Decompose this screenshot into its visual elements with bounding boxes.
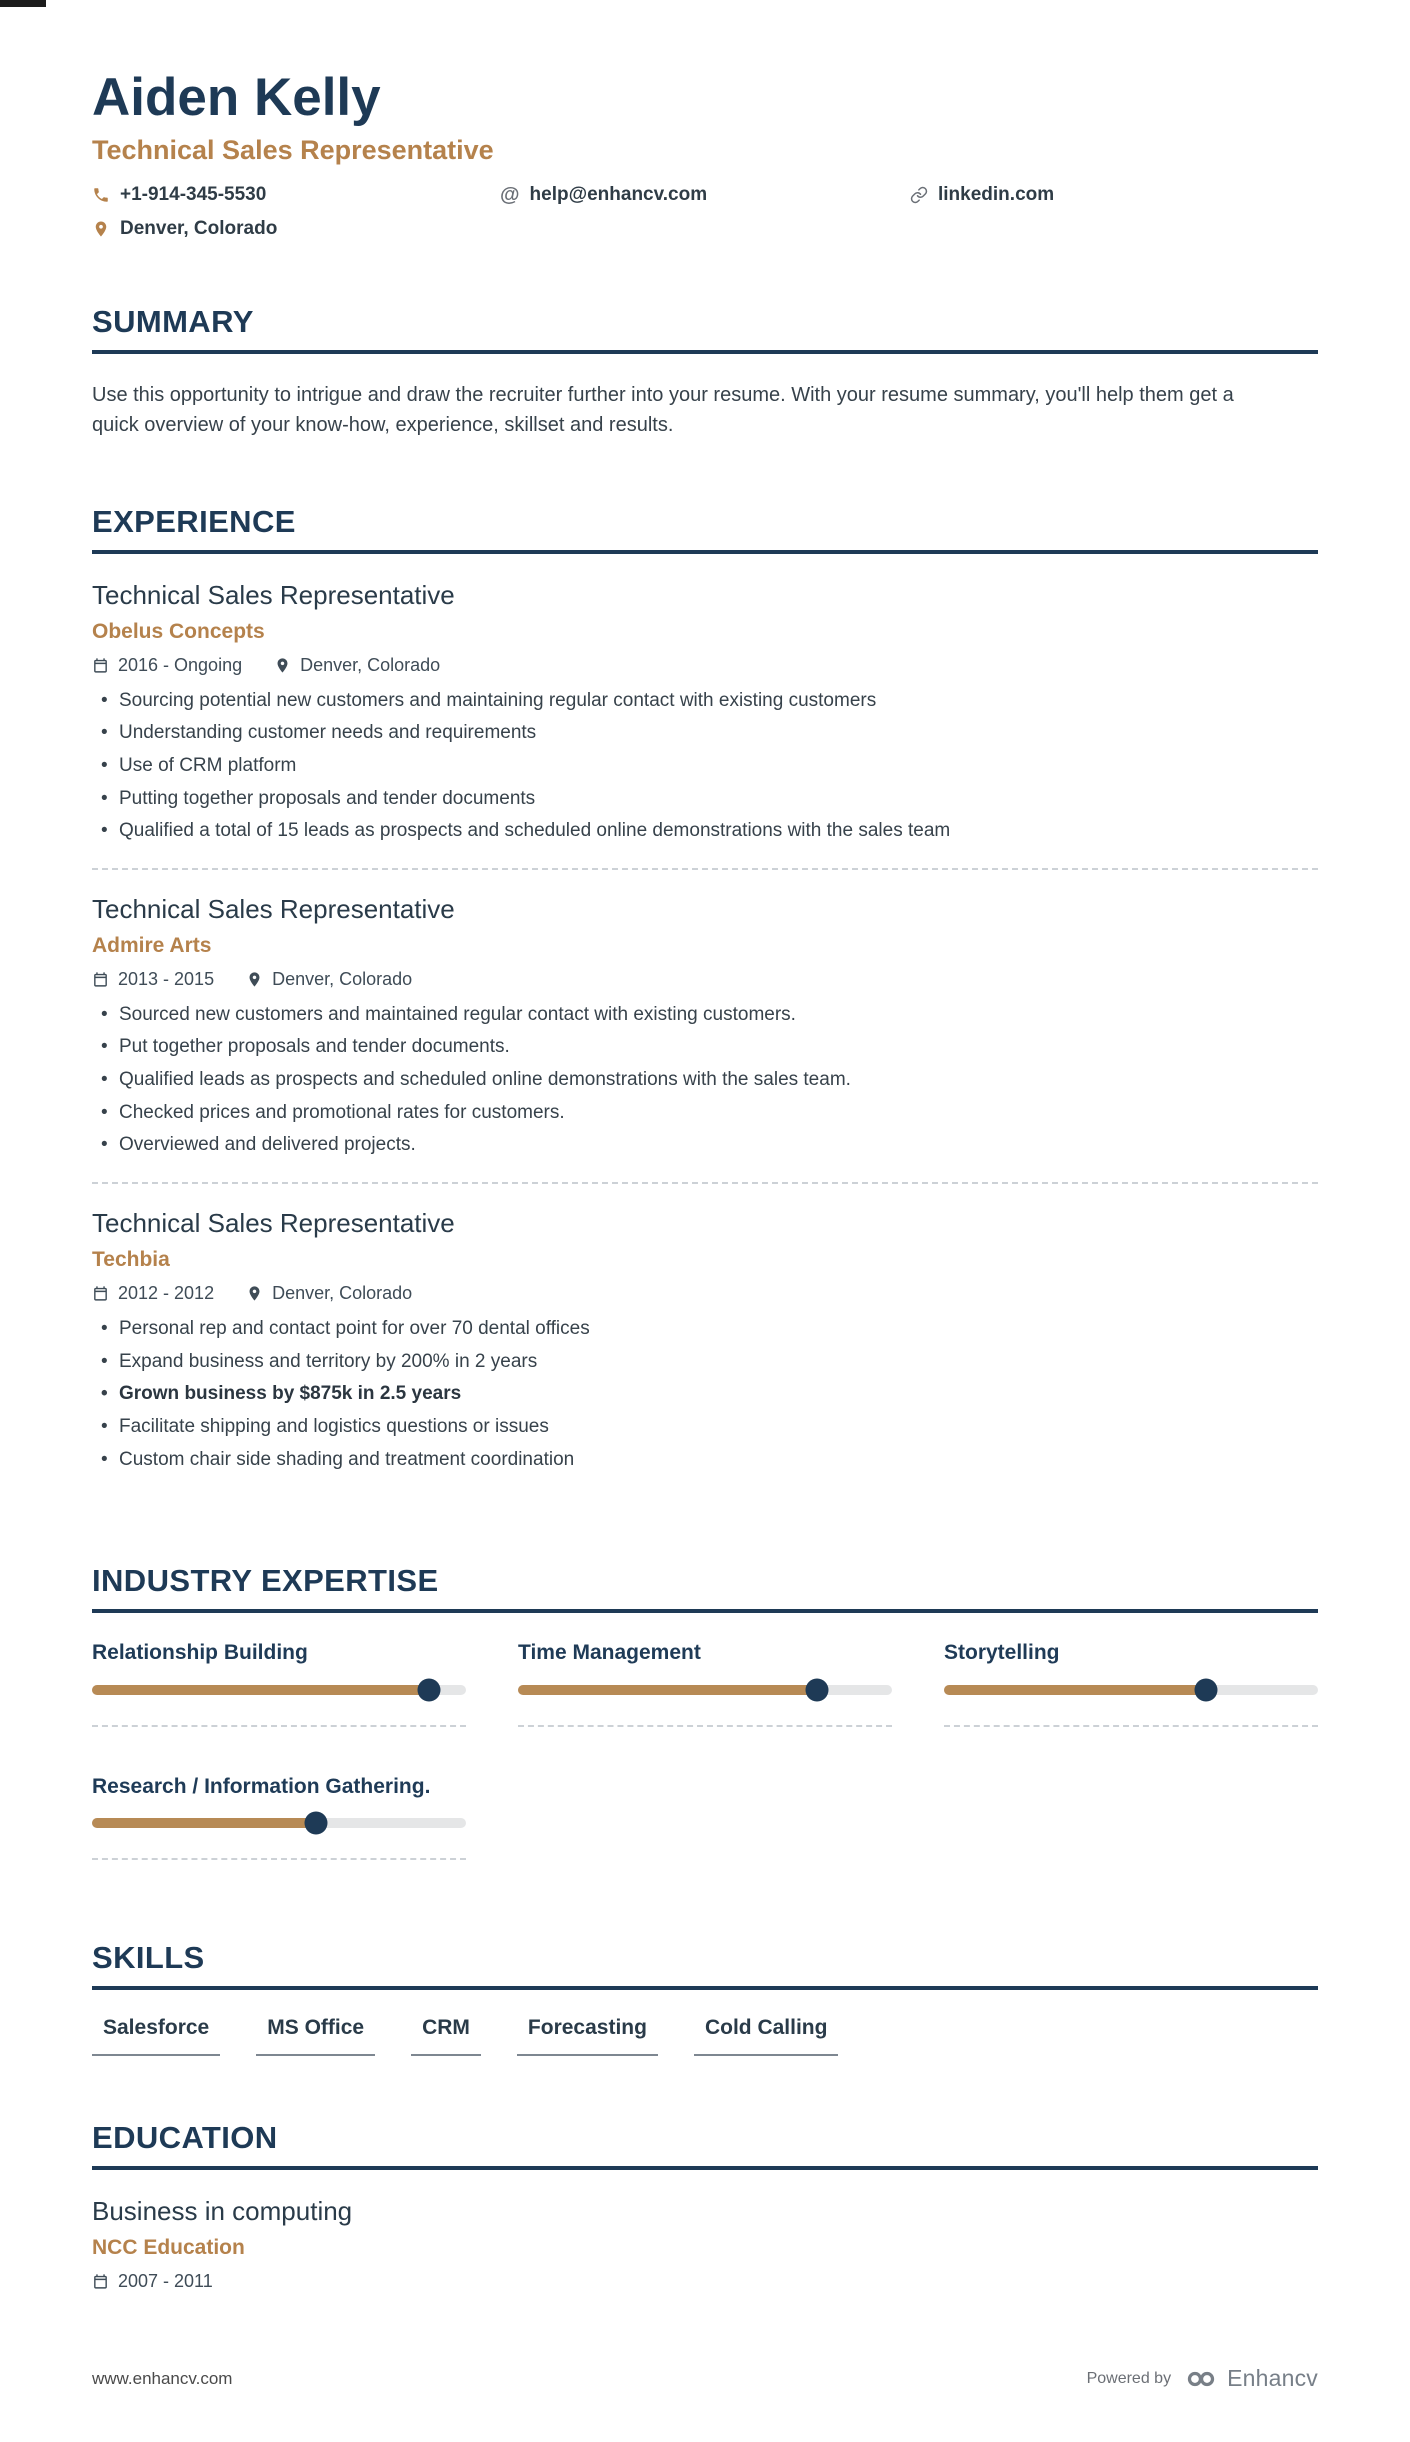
calendar-icon [92, 657, 109, 674]
skills-section [92, 1940, 1318, 2056]
job-bullet: • Expand business and territory by 200% in 2 years [92, 1349, 1318, 1375]
expertise-label: Relationship Building [92, 1641, 308, 1665]
skill-tag: MS Office [256, 2016, 375, 2056]
job-meta [92, 969, 1318, 990]
slider-knob[interactable] [305, 1811, 328, 1834]
job-title: Technical Sales Representative [92, 893, 455, 924]
expertise-item [944, 1639, 1318, 1726]
job-bullet: • Sourced new customers and maintained regular contact with existing customers. [92, 1002, 1318, 1028]
summary-heading: SUMMARY [92, 304, 1318, 354]
job-bullet: • Qualified a total of 15 leads as prospects and scheduled online demonstrations with the sales team [92, 818, 1318, 844]
job-dates: 2013 - 2015 [118, 968, 215, 989]
expertise-divider [92, 1725, 466, 1727]
skill-tag: Cold Calling [694, 2016, 839, 2056]
expertise-label: Storytelling [944, 1641, 1060, 1665]
job-dates: 2016 - Ongoing [118, 654, 243, 675]
job-bullets [92, 1002, 1318, 1158]
email-icon: @ [500, 183, 520, 206]
contact-row [92, 184, 1318, 240]
expertise-divider [518, 1725, 892, 1727]
experience-job [92, 1208, 1318, 1472]
phone-icon [92, 186, 110, 204]
job-bullet: • Understanding customer needs and requirements [92, 720, 1318, 746]
expertise-label: Time Management [518, 1641, 701, 1665]
skill-tag: Salesforce [92, 2016, 220, 2056]
slider-fill [92, 1685, 429, 1695]
education-dates: 2007 - 2011 [118, 2270, 213, 2291]
industry-expertise-heading: INDUSTRY EXPERTISE [92, 1563, 1318, 1613]
expertise-item [92, 1773, 466, 1860]
powered-by [1087, 2362, 1318, 2396]
job-bullet: • Custom chair side shading and treatment coordination [92, 1447, 1318, 1473]
email-address[interactable]: help@enhancv.com [529, 183, 708, 205]
enhancv-brand-link[interactable] [1183, 2362, 1318, 2396]
job-bullet: • Qualified leads as prospects and scheduled online demonstrations with the sales team. [92, 1067, 1318, 1093]
skill-tag: Forecasting [517, 2016, 658, 2056]
slider-fill [92, 1818, 316, 1828]
expertise-label: Research / Information Gathering. [92, 1774, 431, 1798]
calendar-icon [92, 971, 109, 988]
job-bullet: • Overviewed and delivered projects. [92, 1132, 1318, 1158]
job-bullets [92, 688, 1318, 844]
expertise-slider[interactable] [944, 1685, 1318, 1695]
enhancv-logo-icon [1183, 2362, 1219, 2396]
summary-text: Use this opportunity to intrigue and draw the recruiter further into your resume. With your resume summary, you'll help them get a quick overview of your know-how, experience, skillset and results. [92, 383, 1234, 436]
job-title: Technical Sales Representative [92, 579, 455, 610]
job-bullet: • Sourcing potential new customers and maintaining regular contact with existing customers [92, 688, 1318, 714]
link-icon [910, 186, 928, 204]
slider-fill [944, 1685, 1206, 1695]
location-pin-icon [92, 220, 110, 238]
location-pin-icon [274, 657, 291, 674]
slider-knob[interactable] [806, 1678, 829, 1701]
contact-email[interactable] [500, 184, 910, 206]
person-name: Aiden Kelly [92, 68, 381, 127]
job-bullet: • Put together proposals and tender documents. [92, 1034, 1318, 1060]
expertise-grid [92, 1639, 1318, 1860]
page-footer [92, 2292, 1318, 2396]
expertise-slider[interactable] [92, 1818, 466, 1828]
education-meta [92, 2271, 1318, 2292]
job-meta [92, 1283, 1318, 1304]
job-location: Denver, Colorado [272, 968, 413, 989]
enhancv-site-link[interactable]: www.enhancv.com [92, 2368, 233, 2388]
contact-phone [92, 184, 500, 206]
job-divider [92, 868, 1318, 870]
powered-by-label: Powered by [1086, 2369, 1172, 2387]
job-bullet: • Putting together proposals and tender documents [92, 786, 1318, 812]
experience-heading: EXPERIENCE [92, 504, 1318, 554]
job-bullets [92, 1316, 1318, 1472]
experience-job [92, 894, 1318, 1158]
industry-expertise-section [92, 1563, 1318, 1860]
slider-knob[interactable] [417, 1678, 440, 1701]
expertise-slider[interactable] [518, 1685, 892, 1695]
job-location: Denver, Colorado [272, 1283, 413, 1304]
job-dates: 2012 - 2012 [118, 1283, 215, 1304]
expertise-item [518, 1639, 892, 1726]
expertise-divider [92, 1858, 466, 1860]
job-company: Techbia [92, 1248, 170, 1272]
screen-corner-artifact [0, 0, 46, 7]
slider-fill [518, 1685, 817, 1695]
location-text: Denver, Colorado [120, 217, 278, 239]
enhancv-brand-text: Enhancv [1227, 2365, 1318, 2392]
skill-tag: CRM [411, 2016, 481, 2056]
job-title: Technical Sales Representative [92, 1208, 455, 1239]
job-bullet: • Personal rep and contact point for over 70 dental offices [92, 1316, 1318, 1342]
education-school: NCC Education [92, 2235, 245, 2259]
job-bullet: • Facilitate shipping and logistics questions or issues [92, 1414, 1318, 1440]
job-bullet: • Use of CRM platform [92, 753, 1318, 779]
calendar-icon [92, 2273, 109, 2290]
contact-location [92, 218, 500, 240]
expertise-divider [944, 1725, 1318, 1727]
education-heading: EDUCATION [92, 2120, 1318, 2170]
expertise-slider[interactable] [92, 1685, 466, 1695]
job-bullet: • Grown business by $875k in 2.5 years [92, 1381, 1318, 1407]
experience-section [92, 504, 1318, 1480]
experience-jobs [92, 580, 1318, 1473]
resume-header [92, 70, 1318, 240]
skills-heading: SKILLS [92, 1940, 1318, 1990]
phone-number: +1-914-345-5530 [120, 183, 267, 205]
experience-job [92, 580, 1318, 844]
location-pin-icon [246, 971, 263, 988]
summary-section [92, 304, 1318, 440]
person-job-title: Technical Sales Representative [92, 134, 494, 165]
linkedin-link[interactable]: linkedin.com [938, 183, 1055, 205]
job-company: Admire Arts [92, 933, 212, 957]
job-bullet: • Checked prices and promotional rates for customers. [92, 1100, 1318, 1126]
skills-row [92, 2016, 1318, 2056]
education-degree: Business in computing [92, 2195, 353, 2226]
expertise-item [92, 1639, 466, 1726]
contact-linkedin[interactable] [910, 184, 1318, 206]
job-meta [92, 655, 1318, 676]
slider-knob[interactable] [1194, 1678, 1217, 1701]
job-divider [92, 1182, 1318, 1184]
calendar-icon [92, 1285, 109, 1302]
location-pin-icon [246, 1285, 263, 1302]
job-location: Denver, Colorado [300, 654, 441, 675]
job-company: Obelus Concepts [92, 619, 265, 643]
education-section [92, 2120, 1318, 2292]
